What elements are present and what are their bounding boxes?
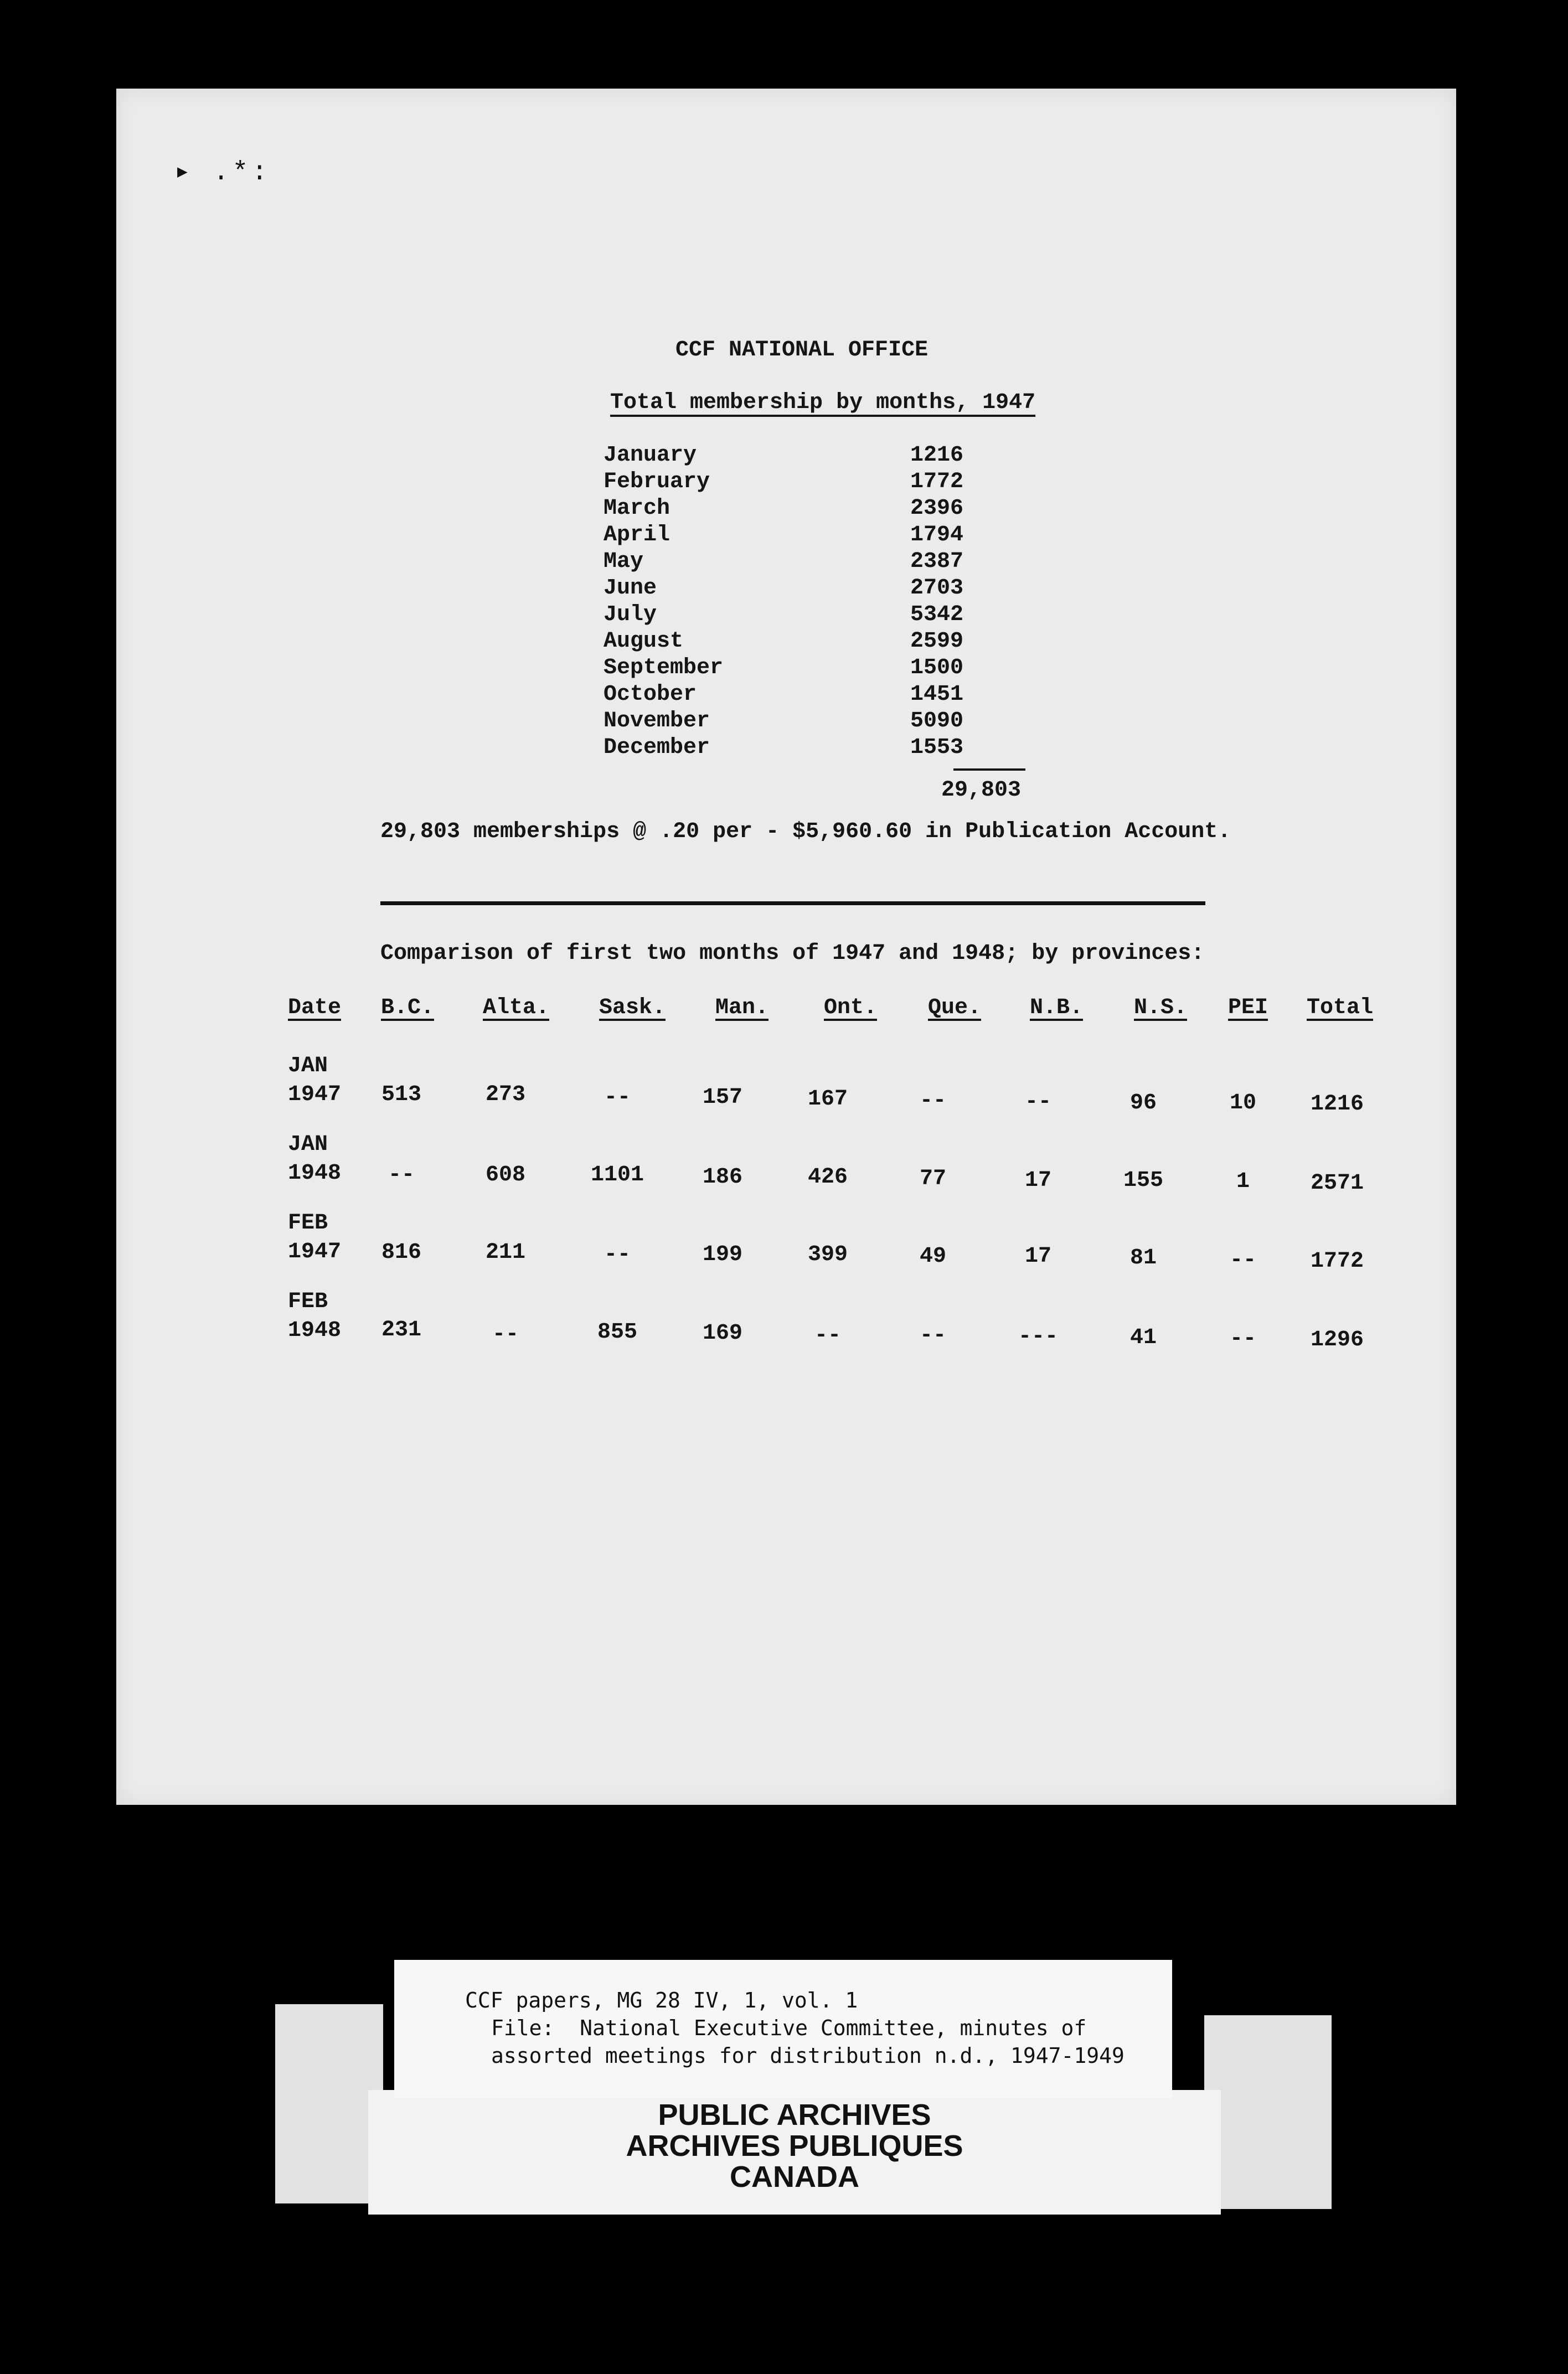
table-cell: 17: [1024, 1168, 1051, 1193]
column-header-alta: Alta.: [483, 995, 550, 1020]
table-cell: 231: [381, 1318, 421, 1343]
table-cell: 49: [919, 1244, 946, 1269]
membership-title: Total membership by months, 1947: [610, 390, 1036, 415]
stamp-canada: CANADA: [730, 2160, 859, 2194]
table-cell: --: [919, 1088, 946, 1113]
month-row: [604, 523, 963, 549]
table-cell: --: [604, 1085, 631, 1110]
month-count: 2396: [910, 496, 963, 521]
publication-account-line: 29,803 memberships @ .20 per - $5,960.60 in Publication Account.: [380, 819, 1231, 844]
month-row: [604, 709, 963, 735]
archives-stamp: [368, 2099, 1221, 2192]
column-header-nb: N.B.: [1030, 995, 1084, 1020]
month-count: 1553: [910, 735, 963, 760]
month-row: [604, 629, 963, 656]
comparison-title: Comparison of first two months of 1947 and 1948; by provinces:: [380, 941, 1205, 966]
month-count: 2599: [910, 629, 963, 654]
month-name: November: [604, 709, 710, 734]
month-row: [604, 496, 963, 523]
table-cell: 17: [1024, 1244, 1051, 1269]
column-header-ns: N.S.: [1134, 995, 1188, 1020]
grand-total: 29,803: [941, 778, 1022, 803]
column-header-sask: Sask.: [599, 995, 666, 1020]
table-cell: 513: [381, 1082, 421, 1107]
table-cell: 399: [807, 1242, 848, 1267]
month-name: April: [604, 523, 670, 548]
month-name: March: [604, 496, 670, 521]
table-cell: 167: [807, 1087, 848, 1112]
month-row: [604, 549, 963, 576]
table-cell: 199: [702, 1242, 742, 1267]
month-count: 1451: [910, 682, 963, 707]
table-cell: 816: [381, 1240, 421, 1265]
month-row: [604, 602, 963, 629]
table-cell: --: [1229, 1327, 1256, 1351]
document-page: [116, 89, 1456, 1805]
month-count: 2387: [910, 549, 963, 574]
month-name: May: [604, 549, 644, 574]
column-header-que: Que.: [928, 995, 982, 1020]
table-cell: --: [1024, 1090, 1051, 1114]
table-cell: 273: [485, 1082, 525, 1107]
month-count: 2703: [910, 576, 963, 601]
label-tab-left: [275, 2004, 383, 2203]
table-cell: 1772: [1310, 1249, 1364, 1274]
column-header-bc: B.C.: [381, 995, 435, 1020]
table-cell: 1: [1236, 1169, 1250, 1194]
table-cell: 96: [1129, 1091, 1157, 1116]
month-row: [604, 469, 963, 496]
table-cell: 155: [1123, 1168, 1163, 1193]
table-cell: ---: [1018, 1324, 1058, 1349]
month-row: [604, 682, 963, 709]
month-count: 1772: [910, 469, 963, 494]
label-line-collection: CCF papers, MG 28 IV, 1, vol. 1: [465, 1988, 858, 2012]
column-header-pei: PEI: [1228, 995, 1268, 1020]
stamp-public-archives: PUBLIC ARCHIVES: [658, 2098, 931, 2132]
column-header-ont: Ont.: [824, 995, 878, 1020]
table-cell: 426: [807, 1165, 848, 1190]
office-title: CCF NATIONAL OFFICE: [675, 338, 929, 363]
month-row: [604, 735, 963, 762]
month-name: June: [604, 576, 657, 601]
table-cell: --: [1229, 1248, 1256, 1273]
table-cell: 1216: [1310, 1092, 1364, 1117]
table-cell: 10: [1229, 1091, 1256, 1116]
month-name: January: [604, 443, 697, 468]
label-line-file: File: National Executive Committee, minutes of: [491, 2016, 1087, 2040]
table-cell: 211: [485, 1240, 525, 1265]
section-divider: [380, 901, 1205, 905]
column-header-date: Date: [288, 995, 342, 1020]
table-cell: 77: [919, 1167, 946, 1191]
month-name: August: [604, 629, 684, 654]
row-date: JAN 1948: [288, 1132, 342, 1186]
table-cell: 1101: [590, 1163, 644, 1188]
table-cell: --: [492, 1322, 519, 1347]
label-tab-right: [1204, 2015, 1332, 2209]
table-cell: --: [814, 1323, 841, 1348]
row-date: FEB 1948: [288, 1289, 342, 1343]
month-count: 1500: [910, 656, 963, 680]
table-cell: 157: [702, 1085, 742, 1110]
table-cell: 186: [702, 1165, 742, 1190]
column-header-total: Total: [1307, 995, 1374, 1020]
table-cell: 169: [702, 1321, 742, 1346]
month-count: 1794: [910, 523, 963, 548]
table-cell: 2571: [1310, 1171, 1364, 1196]
month-count: 1216: [910, 443, 963, 468]
month-row: [604, 576, 963, 602]
month-count: 5342: [910, 602, 963, 627]
stray-marks: ▸ .*:: [174, 158, 271, 188]
month-name: September: [604, 656, 724, 680]
table-cell: 1296: [1310, 1328, 1364, 1353]
month-name: October: [604, 682, 697, 707]
month-count: 5090: [910, 709, 963, 734]
stamp-archives-publiques: ARCHIVES PUBLIQUES: [626, 2129, 963, 2163]
table-cell: --: [604, 1242, 631, 1267]
table-cell: 608: [485, 1163, 525, 1188]
label-line-description: assorted meetings for distribution n.d., 1947-1949: [491, 2043, 1125, 2068]
column-header-man: Man.: [715, 995, 769, 1020]
month-name: February: [604, 469, 710, 494]
table-cell: 855: [597, 1320, 637, 1345]
table-cell: 41: [1129, 1325, 1157, 1350]
month-name: July: [604, 602, 657, 627]
row-date: JAN 1947: [288, 1054, 342, 1107]
month-row: [604, 656, 963, 682]
row-date: FEB 1947: [288, 1211, 342, 1265]
table-cell: --: [919, 1323, 946, 1348]
table-cell: 81: [1129, 1246, 1157, 1271]
month-row: [604, 443, 963, 469]
sum-rule: [953, 768, 1025, 771]
month-name: December: [604, 735, 710, 760]
table-cell: --: [388, 1163, 415, 1188]
